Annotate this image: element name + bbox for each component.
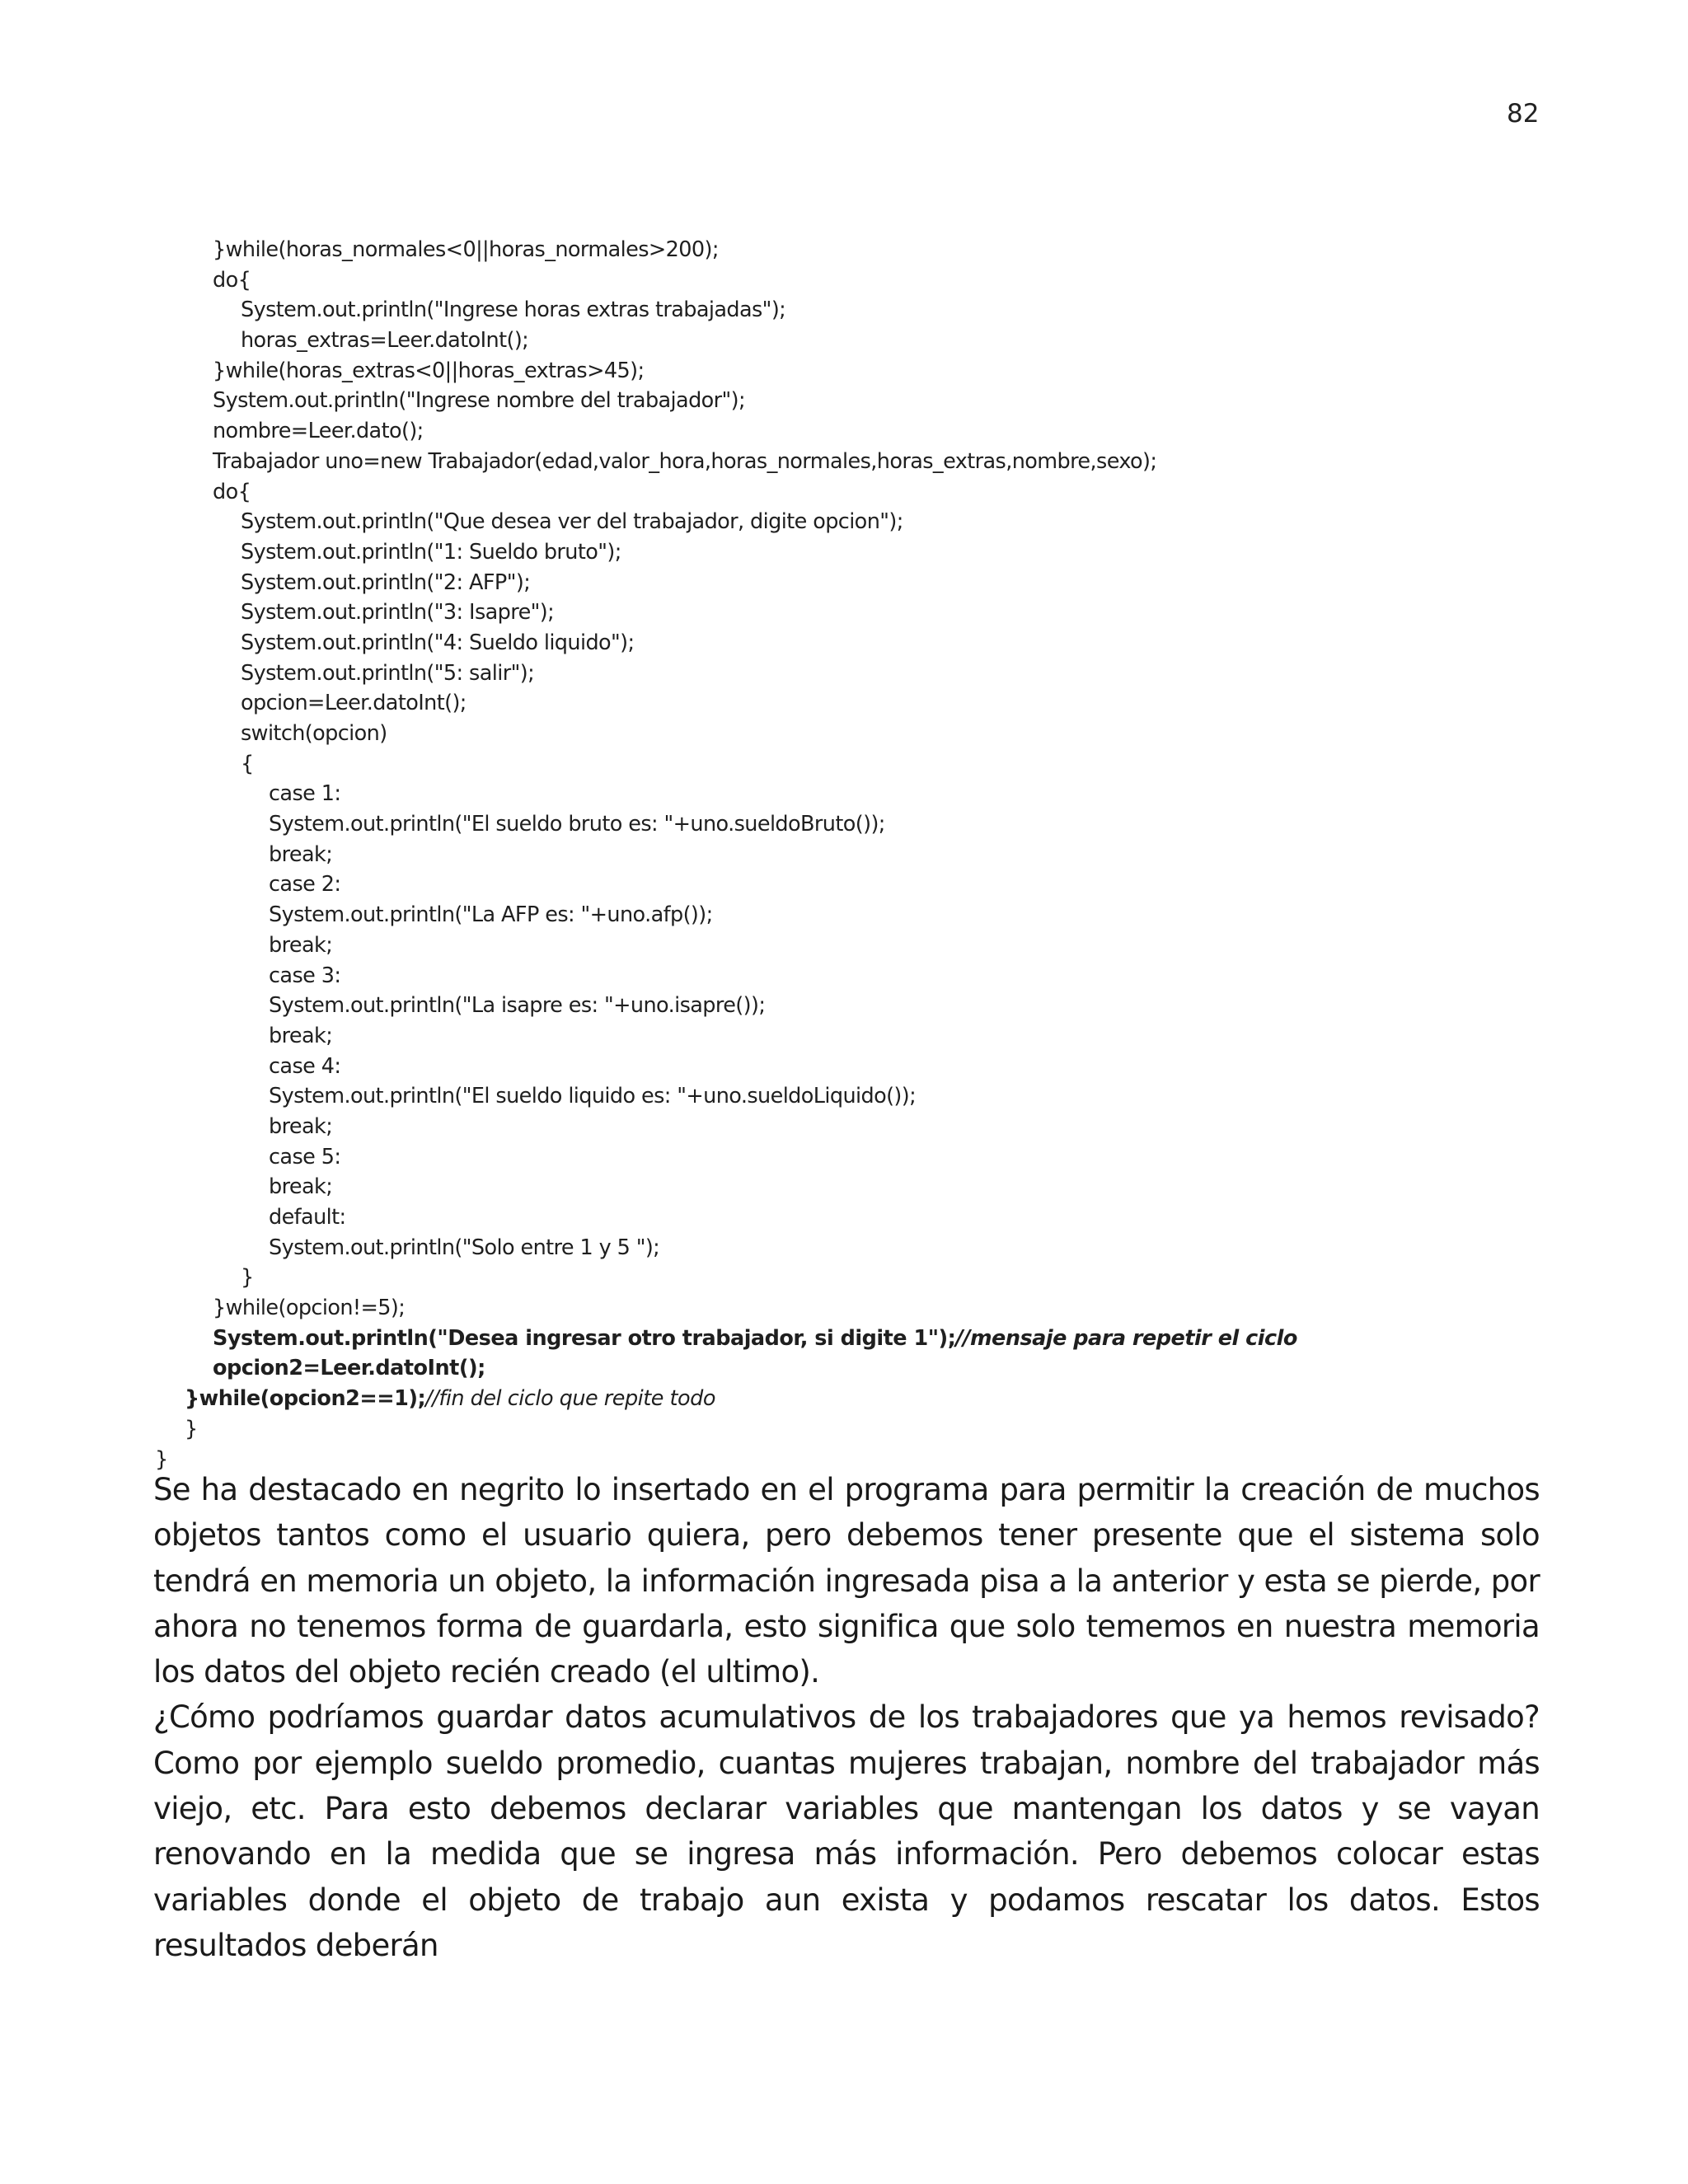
code-line (155, 356, 1606, 387)
code-line (155, 900, 1606, 930)
code-text: case 2: (269, 872, 341, 898)
code-text: System.out.println("El sueldo bruto es: "+uno.sueldoBruto()); (269, 812, 885, 837)
code-text: System.out.println("Ingrese horas extras trabajadas"); (241, 298, 786, 323)
code-line (155, 779, 1606, 809)
code-text: switch(opcion) (241, 721, 387, 746)
code-line (155, 1233, 1606, 1263)
code-line (155, 1112, 1606, 1142)
body-text (153, 1467, 1540, 1968)
code-line (155, 1324, 1606, 1354)
code-line (155, 930, 1606, 961)
code-line (155, 598, 1606, 628)
code-line (155, 1414, 1606, 1445)
code-text: case 4: (269, 1053, 341, 1079)
code-line (155, 295, 1606, 326)
code-text: System.out.println("La isapre es: "+uno.isapre()); (269, 993, 766, 1019)
code-comment: //mensaje para repetir el ciclo (955, 1325, 1297, 1351)
code-text: System.out.println("El sueldo liquido es: "+uno.sueldoLiquido()); (269, 1084, 917, 1109)
code-comment: //fin del ciclo que repite todo (425, 1386, 715, 1412)
code-text: default: (269, 1205, 346, 1230)
code-text: case 1: (269, 781, 341, 807)
code-line (155, 749, 1606, 780)
code-text: break; (269, 1113, 333, 1139)
code-text: System.out.println("Solo entre 1 y 5 "); (269, 1235, 660, 1260)
code-text: do{ (213, 479, 251, 504)
code-text: }while(horas_normales<0||horas_normales>200); (213, 237, 719, 262)
code-text: System.out.println("Ingrese nombre del trabajador"); (213, 388, 746, 414)
code-line (155, 507, 1606, 537)
code-line (155, 869, 1606, 900)
code-text: horas_extras=Leer.datoInt(); (241, 328, 529, 354)
code-text: break; (269, 1174, 333, 1200)
code-text: System.out.println("4: Sueldo liquido"); (241, 630, 635, 655)
code-line (155, 477, 1606, 508)
page-number: 82 (1507, 99, 1540, 129)
code-text: System.out.println("Desea ingresar otro trabajador, si digite 1"); (213, 1325, 956, 1351)
code-text: System.out.println("La AFP es: "+uno.afp()); (269, 902, 713, 928)
code-line (155, 961, 1606, 991)
code-text: nombre=Leer.dato(); (213, 419, 424, 444)
code-text: } (241, 1265, 254, 1291)
code-line (155, 1021, 1606, 1052)
code-line (155, 991, 1606, 1021)
code-line (155, 1353, 1606, 1384)
code-text: break; (269, 841, 333, 867)
code-text: opcion=Leer.datoInt(); (241, 691, 467, 716)
code-text: }while(opcion!=5); (213, 1296, 406, 1321)
code-line (155, 1081, 1606, 1112)
code-line (155, 235, 1606, 265)
code-line (155, 265, 1606, 296)
code-text: System.out.println("Que desea ver del trabajador, digite opcion"); (241, 509, 903, 535)
code-line (155, 537, 1606, 568)
code-text: System.out.println("3: Isapre"); (241, 600, 555, 626)
code-line (155, 1384, 1606, 1414)
code-text: } (155, 1446, 168, 1472)
code-line (155, 688, 1606, 719)
code-text: Trabajador uno=new Trabajador(edad,valor_hora,horas_normales,horas_extras,nombre,sexo); (213, 448, 1157, 474)
code-text: break; (269, 1023, 333, 1048)
paragraph-question: ¿Cómo podríamos guardar datos acumulativos de los trabajadores que ya hemos revisado? Como por ejemplo sueldo promedio, cuantas mujeres trabajan, nombre del trabajador más viejo, etc. Para esto debemos declarar variables que mantengan los datos y se vayan renovando en la medida que se ingresa más información. Pero debemos colocar estas variables donde el objeto de trabajo aun exista y podamos rescatar los datos. Estos resultados deberán (153, 1699, 1540, 1963)
code-text: case 3: (269, 963, 341, 988)
code-text: System.out.println("5: salir"); (241, 660, 535, 686)
code-line (155, 447, 1606, 477)
code-listing (155, 235, 1606, 1474)
code-line (155, 1202, 1606, 1233)
code-line (155, 568, 1606, 598)
code-line (155, 1263, 1606, 1293)
code-line (155, 1172, 1606, 1202)
code-text: System.out.println("1: Sueldo bruto"); (241, 539, 621, 565)
code-text: } (185, 1416, 198, 1441)
code-line (155, 326, 1606, 356)
code-text: }while(horas_extras<0||horas_extras>45); (213, 358, 645, 383)
code-text: break; (269, 932, 333, 958)
code-text: do{ (213, 267, 251, 293)
code-text: { (241, 751, 254, 776)
code-text: }while(opcion2==1); (185, 1386, 426, 1412)
code-line (155, 628, 1606, 658)
code-line (155, 416, 1606, 447)
code-line (155, 809, 1606, 840)
code-line (155, 840, 1606, 870)
code-line (155, 386, 1606, 416)
code-line (155, 1293, 1606, 1324)
code-text: System.out.println("2: AFP"); (241, 569, 531, 595)
code-line (155, 1052, 1606, 1082)
code-line (155, 658, 1606, 689)
code-line (155, 1142, 1606, 1173)
paragraph-explanation: Se ha destacado en negrito lo insertado en el programa para permitir la creación de muchos objetos tantos como el usuario quiera, pero debemos tener presente que el sistema solo tendrá en memoria un objeto, la información ingresada pisa a la anterior y esta se pierde, por ahora no tenemos forma de guardarla, esto significa que solo tememos en nuestra memoria los datos del objeto recién creado (el ultimo). (153, 1472, 1540, 1690)
code-text: case 5: (269, 1144, 341, 1169)
code-text: opcion2=Leer.datoInt(); (213, 1356, 485, 1381)
code-line (155, 719, 1606, 749)
